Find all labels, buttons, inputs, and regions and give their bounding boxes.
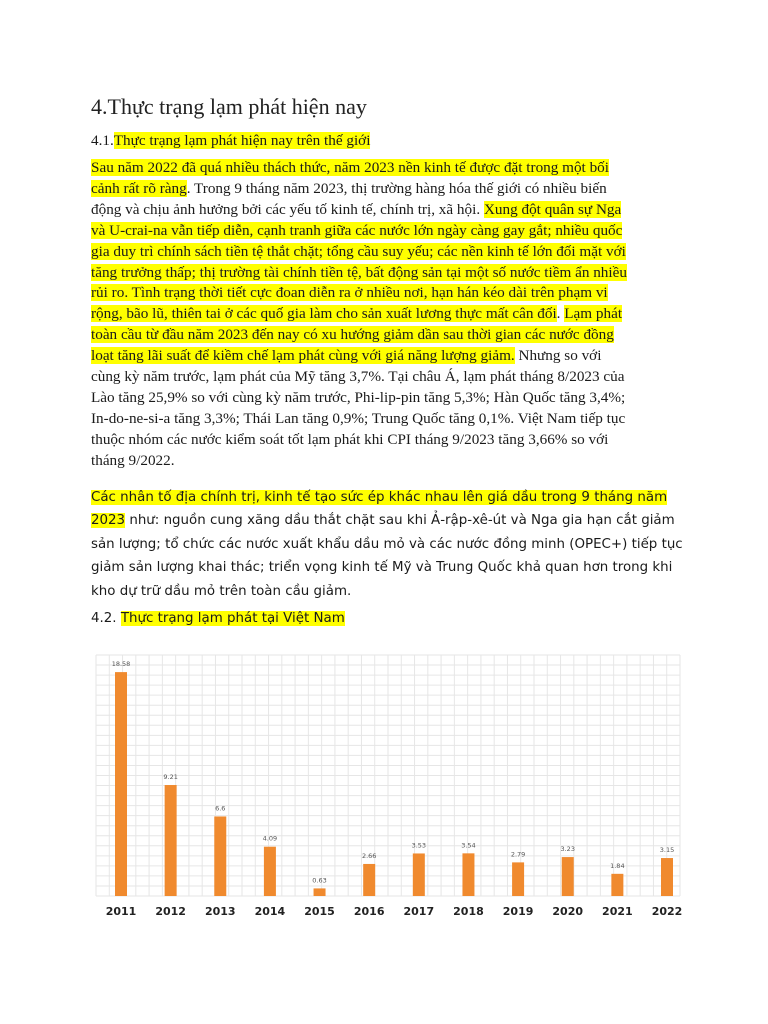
bar-2015 [314,888,326,896]
text-line: thuộc nhóm các nước kiểm soát tốt lạm phát khi CPI tháng 9/2023 tăng 3,66% so với [91,430,609,448]
text-line: động và chịu ảnh hưởng bởi các yếu tố kinh tế, chính trị, xã hội. Xung đột quân sự Nga [91,200,622,218]
x-tick-label: 2011 [105,905,137,918]
x-tick-label: 2016 [353,905,385,918]
text-line: cảnh rất rõ ràng. Trong 9 tháng năm 2023, thị trường hàng hóa thế giới có nhiều biến [91,179,607,197]
subsection-heading-vietnam [91,607,345,630]
subsection-title: Thực trạng lạm phát tại Việt Nam [120,611,345,626]
x-tick-label: 2021 [602,905,633,918]
bar-value-label: 18.58 [111,660,131,669]
bar-2011 [115,672,127,896]
text-line: toàn cầu từ đầu năm 2023 đến nay có xu hướng giảm dần sau thời gian các nước đồng [91,326,614,344]
text-line: Lào tăng 25,9% so với cùng kỳ năm trước, Phi-lip-pin tăng 5,3%; Hàn Quốc tăng 3,4%; [91,388,626,406]
paragraph-oil-prices [91,486,681,603]
bar-value-label: 1.84 [610,861,625,870]
bar-2022 [661,858,673,896]
text-line: In-do-ne-si-a tăng 3,3%; Thái Lan tăng 0,9%; Trung Quốc tăng 0,1%. Việt Nam tiếp tục [91,409,626,427]
bar-value-label: 0.63 [312,876,327,885]
subsection-number: 4.1. [91,132,114,149]
bar-2017 [413,853,425,896]
bar-value-label: 3.54 [461,841,476,850]
text-line: kho dự trữ dầu mỏ trên toàn cầu giảm. [91,583,352,599]
bar-value-label: 4.09 [262,834,278,843]
bar-value-label: 6.6 [215,804,226,813]
bar-value-label: 2.66 [361,851,377,860]
x-tick-label: 2022 [651,905,683,918]
x-tick-label: 2012 [155,905,186,918]
text-line: sản lượng; tổ chức các nước xuất khẩu dầu mỏ và các nước đồng minh (OPEC+) tiếp tục [91,536,683,552]
text-line: 2023 như: nguồn cung xăng dầu thắt chặt sau khi Ả-rập-xê-út và Nga gia hạn cắt giảm [91,513,675,529]
text-line: tháng 9/2022. [91,451,175,469]
bar-2020 [562,857,574,896]
chart-background [94,647,684,922]
x-tick-label: 2017 [403,905,435,918]
bar-value-label: 3.23 [560,845,575,854]
text-line: loạt tăng lãi suất để kiềm chế lạm phát cùng với giá năng lượng giảm. Nhưng so với [91,347,602,365]
text-line: Sau năm 2022 đã quá nhiều thách thức, năm 2023 nền kinh tế được đặt trong một bối [91,159,609,176]
text-line: giảm sản lượng khai thác; triển vọng kinh tế Mỹ và Trung Quốc khả quan hơn trong khi [91,560,673,576]
bar-2021 [611,874,623,896]
text-line: cùng kỳ năm trước, lạm phát của Mỹ tăng 3,7%. Tại châu Á, lạm phát tháng 8/2023 của [91,368,625,386]
text-line: và U-crai-na vẫn tiếp diễn, cạnh tranh giữa các nước lớn ngày càng gay gắt; nhiều quốc [91,221,623,239]
paragraph-world-inflation [91,158,679,472]
subsection-number: 4.2. [91,611,121,626]
bar-2019 [512,862,524,896]
bar-2014 [264,847,276,896]
x-tick-label: 2015 [304,905,335,918]
inflation-bar-chart [94,647,684,922]
bar-value-label: 9.21 [163,773,178,782]
bar-2012 [165,785,177,896]
subsection-heading-world [91,131,370,152]
bar-value-label: 2.79 [510,850,526,859]
bar-2016 [363,864,375,896]
bar-2013 [214,816,226,896]
text-line: rộng, bão lũ, thiên tai ở các quố gia làm cho sản xuất lương thực mất cân đối. Lạm phát [91,305,623,323]
text-line: tăng trưởng thấp; thị trường tài chính tiền tệ, bất động sản tại một số nước tiềm ẩn nhiều [91,263,627,281]
bar-2018 [462,853,474,896]
x-tick-label: 2013 [204,905,236,918]
x-tick-label: 2019 [502,905,534,918]
bar-value-label: 3.53 [411,841,427,850]
text-line: gia duy trì chính sách tiền tệ thắt chặt; tổng cầu suy yếu; các nền kinh tế lớn đối mặt với [91,242,626,260]
x-tick-label: 2014 [254,905,286,918]
text-line: rủi ro. Tình trạng thời tiết cực đoan diễn ra ở nhiều nơi, hạn hán kéo dài trên phạm vi [91,284,608,302]
x-tick-label: 2020 [552,905,584,918]
subsection-title: Thực trạng lạm phát hiện nay trên thế giới [113,132,371,149]
section-heading: 4.Thực trạng lạm phát hiện nay [91,94,367,119]
text-line: Các nhân tố địa chính trị, kinh tế tạo sức ép khác nhau lên giá dầu trong 9 tháng năm [91,490,668,505]
bar-value-label: 3.15 [659,846,675,855]
x-tick-label: 2018 [453,905,484,918]
